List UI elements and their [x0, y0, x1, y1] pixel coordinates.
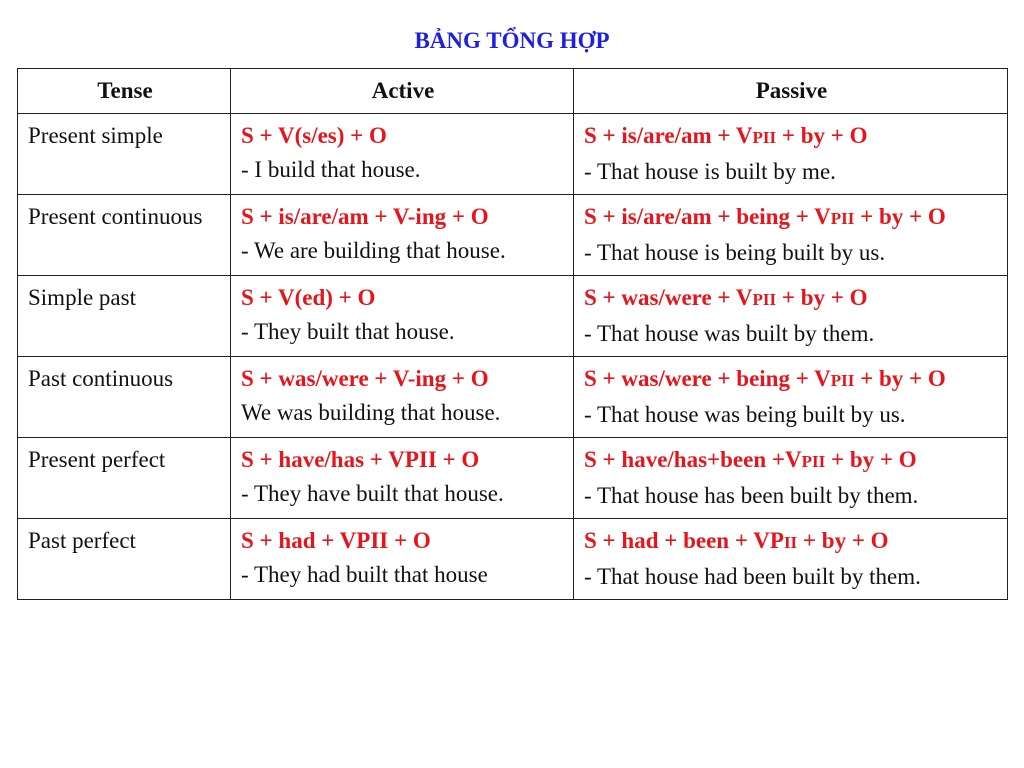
active-example: - We are building that house. [241, 238, 506, 263]
active-cell [231, 357, 574, 438]
passive-formula [584, 200, 999, 236]
active-formula: S + have/has + VPII + O [241, 447, 480, 472]
active-formula: S + had + VPII + O [241, 528, 431, 553]
tense-cell: Simple past [18, 276, 231, 357]
tense-cell: Past perfect [18, 519, 231, 600]
passive-formula-main: S + is/are/am + being + V [584, 204, 831, 229]
passive-formula [584, 362, 999, 398]
active-example: - They have built that house. [241, 481, 504, 506]
tense-cell: Present perfect [18, 438, 231, 519]
passive-example: - That house had been built by them. [584, 564, 921, 589]
active-example: - I build that house. [241, 157, 421, 182]
passive-example: - That house was built by them. [584, 321, 875, 346]
passive-formula-participle: PII [830, 209, 855, 228]
passive-formula [584, 443, 999, 479]
passive-cell [574, 519, 1008, 600]
tense-cell: Present simple [18, 114, 231, 195]
passive-formula-participle: PII [752, 290, 777, 309]
passive-formula-tail: + by + O [797, 528, 889, 553]
passive-cell [574, 276, 1008, 357]
active-example: - They built that house. [241, 319, 455, 344]
table-row [18, 519, 1008, 600]
passive-formula-main: S + have/has+been +V [584, 447, 802, 472]
passive-formula-tail: + by + O [854, 204, 946, 229]
passive-formula [584, 281, 999, 317]
passive-example: - That house has been built by them. [584, 483, 919, 508]
tense-cell: Present continuous [18, 195, 231, 276]
active-formula: S + V(s/es) + O [241, 123, 387, 148]
passive-example: - That house is built by me. [584, 159, 836, 184]
passive-cell [574, 195, 1008, 276]
passive-formula-main: S + was/were + being + V [584, 366, 831, 391]
passive-formula-main: S + is/are/am + V [584, 123, 753, 148]
passive-cell [574, 438, 1008, 519]
passive-formula [584, 524, 999, 560]
passive-cell [574, 357, 1008, 438]
table-header-row [18, 69, 1008, 114]
tense-cell: Past continuous [18, 357, 231, 438]
page-title: BẢNG TỔNG HỢP [414, 28, 610, 53]
passive-formula-participle: PII [752, 128, 777, 147]
passive-formula-tail: + by + O [776, 123, 868, 148]
table-row [18, 114, 1008, 195]
passive-formula-tail: + by + O [825, 447, 917, 472]
table-row [18, 276, 1008, 357]
passive-formula [584, 119, 999, 155]
active-formula: S + V(ed) + O [241, 285, 376, 310]
passive-example: - That house is being built by us. [584, 240, 886, 265]
passive-formula-participle: PII [801, 452, 826, 471]
header-active: Active [231, 69, 574, 114]
active-cell [231, 519, 574, 600]
active-cell [231, 114, 574, 195]
passive-formula-main: S + was/were + V [584, 285, 753, 310]
passive-cell [574, 114, 1008, 195]
tense-summary-table [17, 68, 1008, 600]
header-passive: Passive [574, 69, 1008, 114]
active-cell [231, 195, 574, 276]
table-row [18, 357, 1008, 438]
active-example: We was building that house. [241, 400, 501, 425]
active-cell [231, 438, 574, 519]
passive-example: - That house was being built by us. [584, 402, 906, 427]
passive-formula-tail: + by + O [776, 285, 868, 310]
header-tense: Tense [18, 69, 231, 114]
passive-formula-tail: + by + O [854, 366, 946, 391]
active-cell [231, 276, 574, 357]
active-example: - They had built that house [241, 562, 488, 587]
passive-formula-participle: II [783, 533, 798, 552]
active-formula: S + was/were + V-ing + O [241, 366, 489, 391]
passive-formula-main: S + had + been + VP [584, 528, 784, 553]
table-row [18, 195, 1008, 276]
table-row [18, 438, 1008, 519]
active-formula: S + is/are/am + V-ing + O [241, 204, 489, 229]
passive-formula-participle: PII [830, 371, 855, 390]
